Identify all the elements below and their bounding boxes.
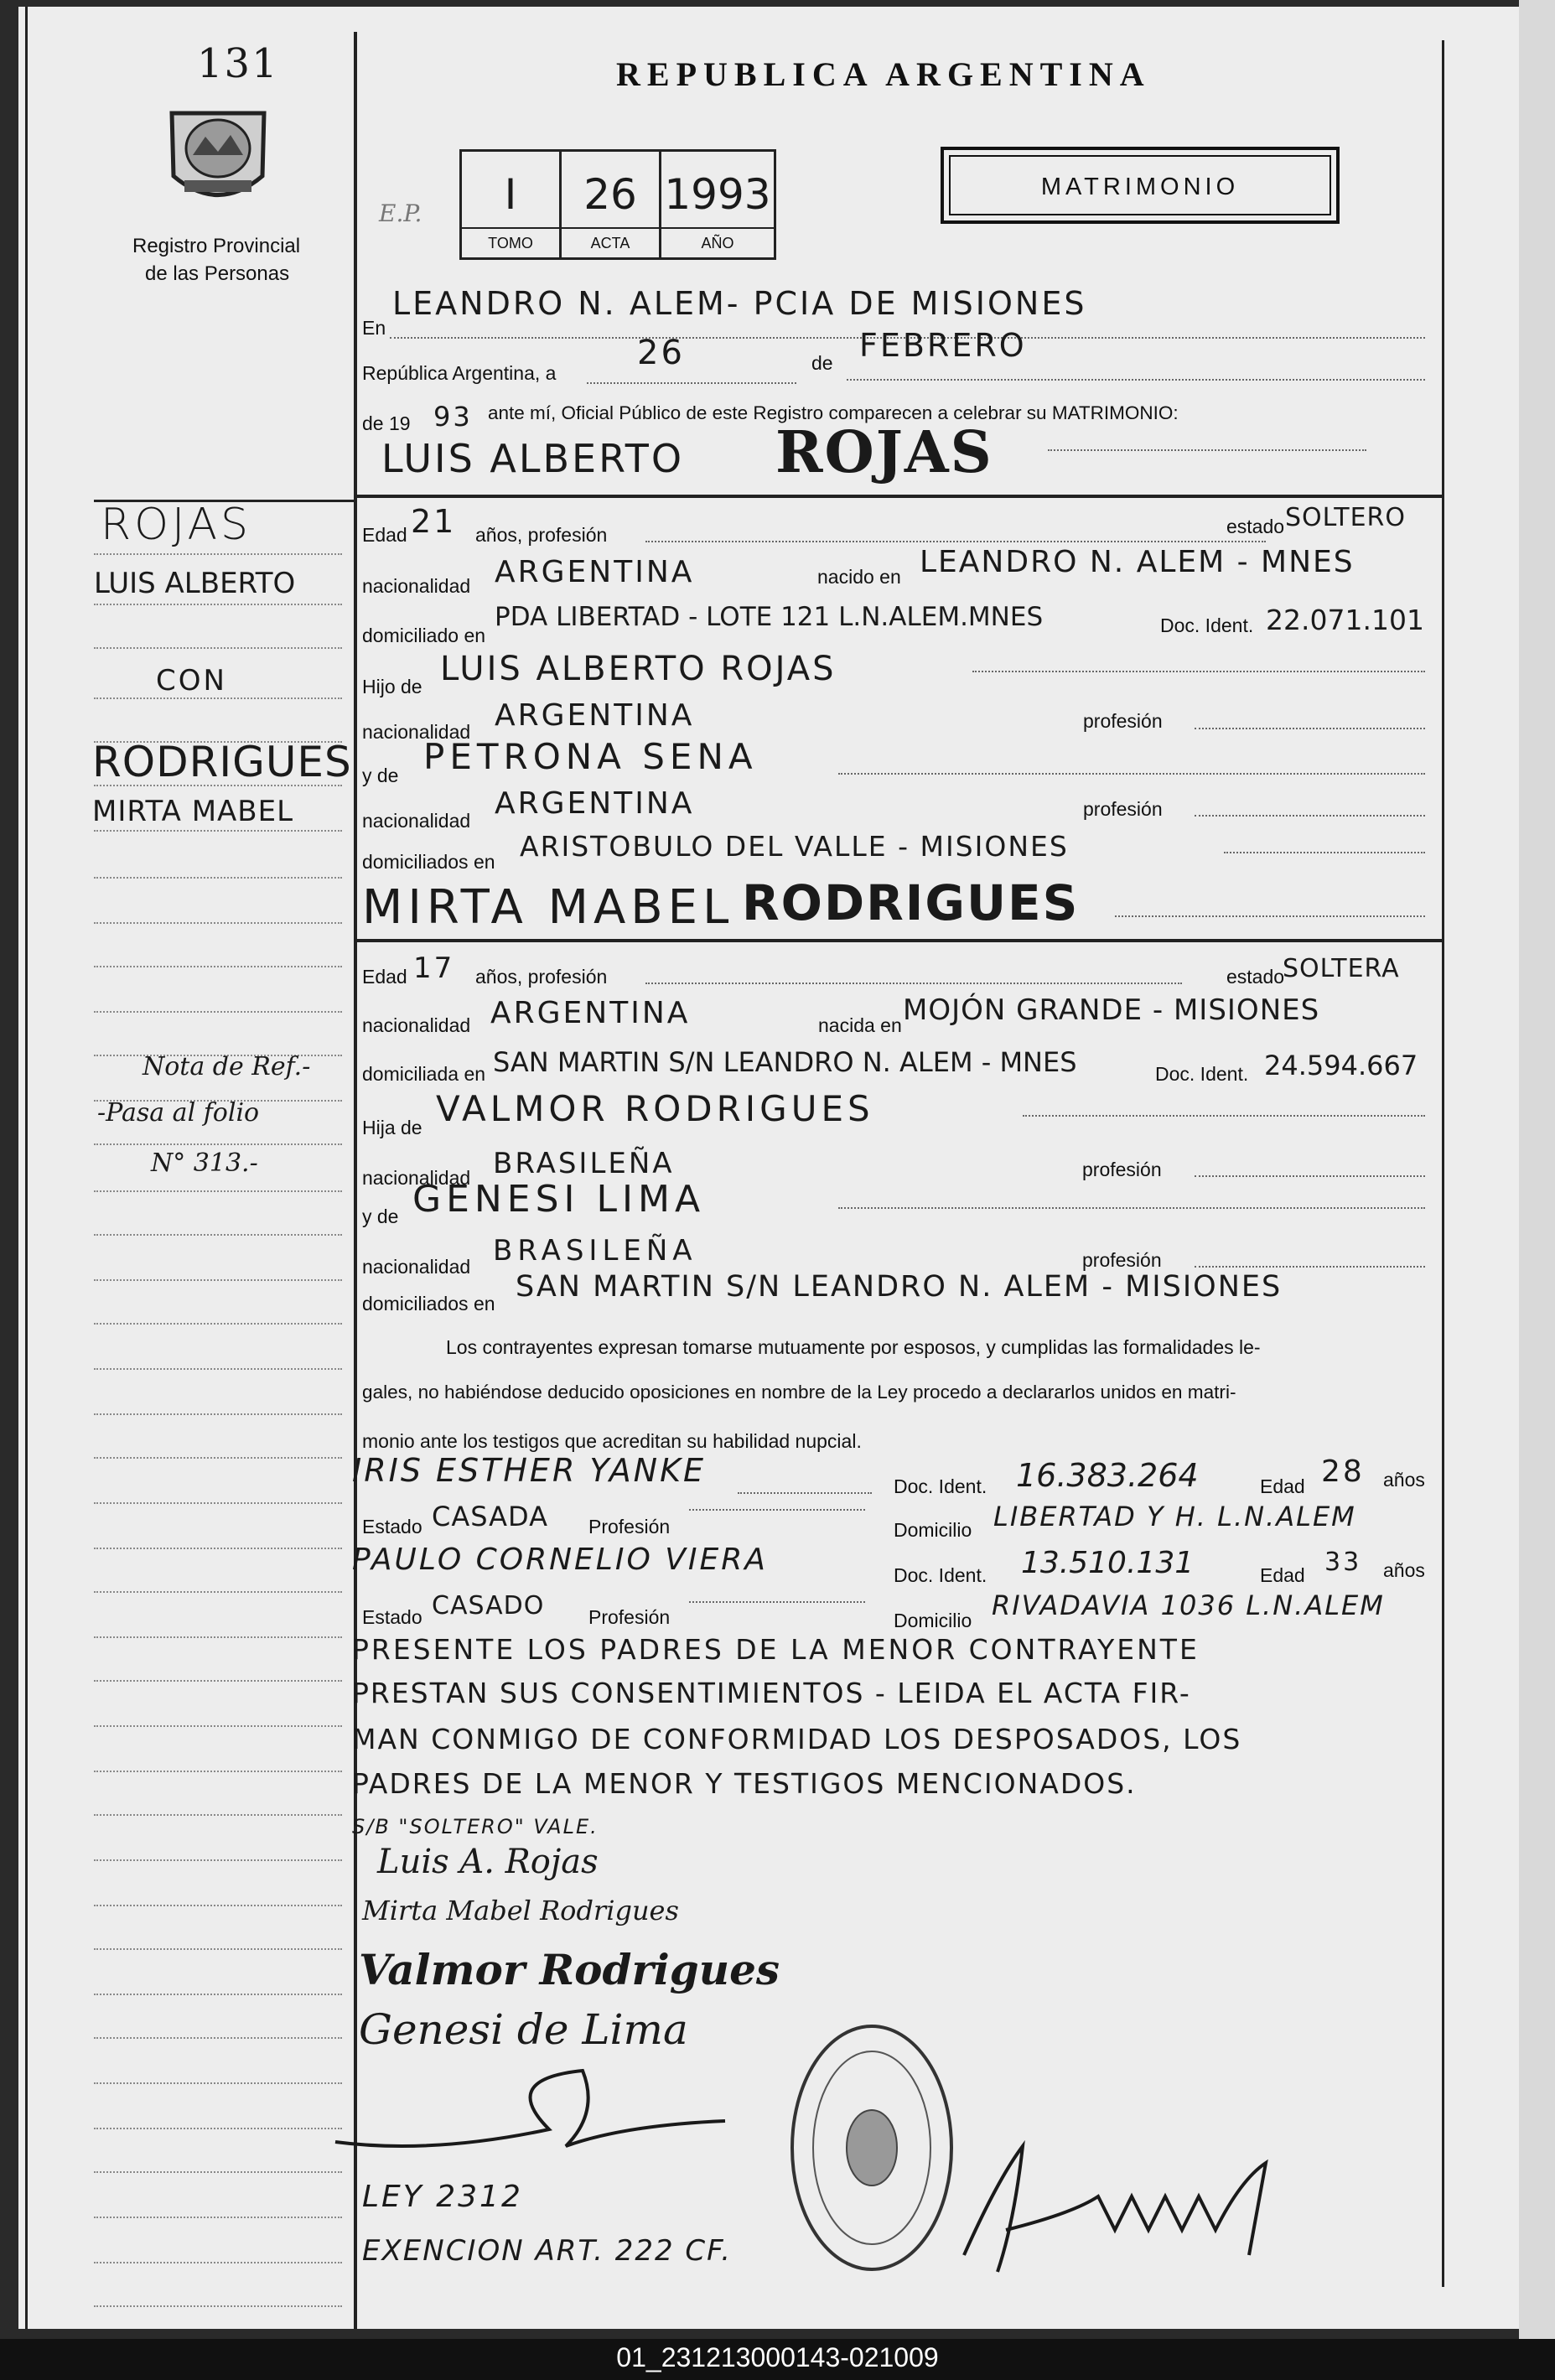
witness-2-name: PAULO CORNELIO VIERA [352, 1543, 768, 1577]
declaration-line-3: monio ante los testigos que acreditan su habilidad nupcial. [362, 1430, 862, 1452]
registry-label: Registro Provincial [132, 235, 301, 257]
margin-rule [94, 2082, 342, 2084]
margin-rule [94, 1591, 342, 1593]
signature-mother: Genesi de Lima [359, 2005, 688, 2054]
groom-surname: ROJAS [775, 419, 993, 486]
province-seal [163, 96, 272, 215]
day-value: 26 [637, 334, 685, 372]
margin-rule [94, 1143, 342, 1145]
doc-type-label: MATRIMONIO [1040, 174, 1240, 200]
witness-1-prof-line [689, 1509, 865, 1511]
groom-mother-line [838, 773, 1425, 775]
bride-nacida-label: nacida en [818, 1014, 902, 1036]
bride-mother-nat: BRASILEÑA [493, 1234, 697, 1268]
margin-given-groom: LUIS ALBERTO [94, 567, 296, 600]
tomo-box [459, 149, 562, 260]
margin-rule [94, 966, 342, 967]
witness-2-estado-label: Estado [362, 1606, 422, 1628]
margin-rule [94, 1905, 342, 1906]
margin-rule [94, 1636, 342, 1638]
bride-parents-domicile: SAN MARTIN S/N LEANDRO N. ALEM - MISIONES [516, 1270, 1283, 1304]
bride-prof-line [645, 983, 1182, 984]
bride-doc-label: Doc. Ident. [1155, 1063, 1249, 1085]
margin-rule [94, 1994, 342, 1995]
statement-text: ante mí, Oficial Público de este Registro comparecen a celebrar su MATRIMONIO: [488, 402, 1179, 423]
note-line-2: PRESTAN SUS CONSENTIMIENTOS - LEIDA EL ACTA FIR- [352, 1677, 1191, 1709]
margin-rule [94, 1771, 342, 1772]
bride-age: 17 [413, 951, 455, 985]
tomo-value: I [504, 170, 517, 219]
witness-1-prof-label: Profesión [588, 1516, 671, 1537]
groom-divider [354, 495, 1444, 498]
bride-father-line [1023, 1115, 1425, 1117]
signature-bride: Mirta Mabel Rodrigues [362, 1895, 679, 1926]
note-line-4: PADRES DE LA MENOR Y TESTIGOS MENCIONADOS. [352, 1767, 1137, 1800]
groom-prof-line [645, 541, 1266, 542]
page-edge [1519, 0, 1555, 2339]
margin-rule [94, 697, 342, 699]
groom-prof-label-2: profesión [1083, 798, 1163, 820]
witness-2-edad-label: Edad [1260, 1564, 1305, 1586]
witness-1-name-line [738, 1492, 872, 1494]
bride-father-nat: BRASILEÑA [493, 1147, 675, 1180]
bride-surname: RODRIGUES [742, 874, 1080, 931]
month-line [847, 379, 1425, 381]
witness-2-anos-label: años [1383, 1559, 1425, 1581]
bride-prof-label-2: profesión [1082, 1249, 1162, 1271]
groom-father-nac-label: nacionalidad [362, 721, 471, 743]
bride-yde-label: y de [362, 1206, 399, 1227]
right-border [1442, 40, 1444, 2287]
bride-father: VALMOR RODRIGUES [436, 1088, 874, 1129]
margin-rule [94, 830, 342, 832]
groom-birthplace: LEANDRO N. ALEM - MNES [920, 545, 1355, 579]
groom-nationality: ARGENTINA [495, 555, 695, 589]
margin-note-1: Nota de Ref.- [143, 1052, 311, 1081]
acta-value: 26 [583, 170, 637, 219]
margin-con: CON [156, 664, 227, 697]
margin-rule [94, 1502, 342, 1504]
groom-parents-dom-line [1224, 852, 1425, 853]
groom-hijo-label: Hijo de [362, 676, 422, 697]
bride-domicile: SAN MARTIN S/N LEANDRO N. ALEM - MNES [493, 1046, 1077, 1078]
bride-mother: GENESI LIMA [412, 1178, 706, 1221]
groom-parents-domicile: ARISTOBULO DEL VALLE - MISIONES [520, 830, 1069, 863]
place-value: LEANDRO N. ALEM- PCIA DE MISIONES [392, 285, 1087, 322]
year-value: 93 [433, 401, 473, 433]
groom-father: LUIS ALBERTO ROJAS [440, 650, 837, 688]
bride-estado-label: estado [1226, 966, 1285, 988]
bride-father-nac-label: nacionalidad [362, 1167, 471, 1189]
registry-stamp [788, 2022, 956, 2274]
bottom-note-1: LEY 2312 [362, 2180, 523, 2214]
margin-rule [94, 2217, 342, 2218]
note-line-5: S/B "SOLTERO" VALE. [352, 1815, 599, 1838]
witness-2-age: 33 [1324, 1548, 1362, 1577]
groom-domiciliados-label: domiciliados en [362, 851, 495, 873]
groom-doc: 22.071.101 [1266, 604, 1424, 636]
en-label: En [362, 317, 386, 339]
margin-rule [94, 1368, 342, 1370]
margin-rule [94, 1814, 342, 1816]
witness-1-doc-label: Doc. Ident. [894, 1475, 987, 1497]
margin-note-3: N° 313.- [151, 1149, 258, 1178]
witness-1-domicile: LIBERTAD Y H. L.N.ALEM [993, 1501, 1356, 1532]
bride-nationality: ARGENTINA [490, 996, 691, 1030]
witness-1-estado-label: Estado [362, 1516, 422, 1537]
declaration-line-2: gales, no habiéndose deducido oposiciones en nombre de la Ley procedo a declararlos unidos en matri- [362, 1382, 1236, 1403]
officer-signature [947, 2129, 1299, 2289]
margin-rule [94, 2262, 342, 2263]
day-line [587, 382, 796, 384]
signature-scrawl [331, 2062, 750, 2163]
margin-rule [94, 1548, 342, 1549]
bride-anos-label: años, profesión [475, 966, 608, 988]
footer-bar [0, 2339, 1555, 2380]
margin-divider [354, 32, 357, 2329]
groom-estado-label: estado [1226, 516, 1285, 537]
year-prefix: de 19 [362, 412, 411, 434]
ano-box [659, 149, 776, 260]
signature-father: Valmor Rodrigues [359, 1945, 780, 1994]
margin-rule [94, 553, 342, 555]
note-line-3: MAN CONMIGO DE CONFORMIDAD LOS DESPOSADOS, LOS [352, 1723, 1242, 1755]
bride-nac-label: nacionalidad [362, 1014, 471, 1036]
month-value: FEBRERO [859, 327, 1027, 364]
margin-surname-groom: ROJAS [101, 500, 252, 550]
declaration-line-1: Los contrayentes expresan tomarse mutuamente por esposos, y cumplidas las formalidades le- [446, 1336, 1261, 1358]
bride-name-line [1115, 915, 1425, 917]
margin-note-2: -Pasa al folio [97, 1098, 260, 1128]
bride-domiciliados-label: domiciliados en [362, 1293, 495, 1314]
groom-nac-label: nacionalidad [362, 575, 471, 597]
margin-rule [94, 1680, 342, 1682]
bride-divider [354, 939, 1444, 942]
registry-label-2: de las Personas [145, 262, 290, 285]
groom-estado: SOLTERO [1285, 503, 1406, 532]
bride-doc: 24.594.667 [1264, 1050, 1418, 1081]
bride-mother-line [838, 1207, 1425, 1209]
margin-surname-bride: RODRIGUES [92, 738, 352, 786]
margin-rule [94, 2037, 342, 2039]
groom-nacido-label: nacido en [817, 566, 901, 588]
margin-rule [94, 877, 342, 879]
witness-1-dom-label: Domicilio [894, 1519, 972, 1541]
witness-2-doc: 13.510.131 [1021, 1546, 1195, 1580]
witness-1-doc: 16.383.264 [1016, 1457, 1199, 1494]
margin-rule [94, 2305, 342, 2307]
folio-number: 131 [197, 40, 279, 87]
groom-prof-label: profesión [1083, 710, 1163, 732]
bride-edad-label: Edad [362, 966, 407, 988]
groom-father-prof-line [1195, 728, 1425, 729]
witness-1-edad-label: Edad [1260, 1475, 1305, 1497]
witness-2-estado: CASADO [432, 1591, 545, 1620]
margin-rule [94, 1948, 342, 1950]
margin-rule [94, 1279, 342, 1281]
groom-mother-prof-line [1195, 815, 1425, 817]
signature-groom: Luis A. Rojas [377, 1843, 599, 1881]
witness-2-prof-label: Profesión [588, 1606, 671, 1628]
witness-2-dom-label: Domicilio [894, 1610, 972, 1631]
witness-2-doc-label: Doc. Ident. [894, 1564, 987, 1586]
bottom-note-2: EXENCION ART. 222 CF. [362, 2234, 733, 2268]
groom-mother: PETRONA SENA [423, 736, 758, 777]
margin-rule [94, 1457, 342, 1459]
witness-2-domicile: RIVADAVIA 1036 L.N.ALEM [992, 1589, 1385, 1621]
witness-1-age: 28 [1321, 1454, 1365, 1489]
footer-id: 01_231213000143-021009 [616, 2342, 939, 2372]
margin-rule [94, 922, 342, 924]
margin-rule [94, 1725, 342, 1727]
witness-1-estado: CASADA [432, 1501, 548, 1532]
acta-box [559, 149, 661, 260]
groom-yde-label: y de [362, 765, 399, 786]
margin-rule [94, 2128, 342, 2129]
republica-label: República Argentina, a [362, 362, 557, 384]
witness-2-prof-line [689, 1601, 865, 1603]
bride-first-names: MIRTA MABEL [362, 880, 734, 935]
witness-1-name: IRIS ESTHER YANKE [352, 1452, 707, 1489]
margin-rule [94, 1859, 342, 1861]
ano-label: AÑO [701, 235, 734, 251]
groom-age: 21 [411, 503, 457, 540]
margin-rule [94, 1413, 342, 1415]
left-binding [25, 7, 28, 2329]
groom-edad-label: Edad [362, 524, 407, 546]
margin-rule [94, 1234, 342, 1236]
groom-father-line [972, 671, 1425, 672]
groom-first-names: LUIS ALBERTO [381, 436, 685, 481]
margin-given-bride: MIRTA MABEL [92, 795, 294, 828]
bride-estado: SOLTERA [1283, 954, 1400, 983]
groom-anos-label: años, profesión [475, 524, 608, 546]
margin-rule [94, 1011, 342, 1013]
bride-dom-label: domiciliada en [362, 1063, 486, 1085]
groom-dom-label: domiciliado en [362, 625, 486, 646]
groom-mother-nac-label: nacionalidad [362, 810, 471, 832]
note-line-1: PRESENTE LOS PADRES DE LA MENOR CONTRAYENTE [352, 1633, 1200, 1666]
groom-mother-nat: ARGENTINA [495, 786, 695, 821]
bride-mother-prof-line [1195, 1266, 1425, 1268]
de-label: de [811, 352, 833, 374]
witness-1-anos-label: años [1383, 1469, 1425, 1491]
doc-type-box [941, 147, 1340, 224]
margin-rule [94, 1323, 342, 1325]
tomo-label: TOMO [488, 235, 533, 251]
bride-prof-label: profesión [1082, 1159, 1162, 1180]
margin-rule [94, 1190, 342, 1192]
prefix-mark: E.P. [379, 200, 422, 227]
groom-doc-label: Doc. Ident. [1160, 614, 1254, 636]
groom-domicile: PDA LIBERTAD - LOTE 121 L.N.ALEM.MNES [495, 602, 1044, 632]
page-title: REPUBLICA ARGENTINA [616, 55, 1151, 93]
groom-father-nat: ARGENTINA [495, 698, 695, 733]
bride-hija-label: Hija de [362, 1117, 422, 1138]
ano-value: 1993 [664, 170, 771, 219]
bride-mother-nac-label: nacionalidad [362, 1256, 471, 1278]
margin-rule [94, 604, 342, 605]
bride-birthplace: MOJÓN GRANDE - MISIONES [903, 993, 1320, 1027]
margin-rule [94, 2171, 342, 2173]
bride-father-prof-line [1195, 1175, 1425, 1177]
groom-name-line [1048, 449, 1366, 451]
acta-label: ACTA [590, 235, 630, 251]
margin-rule [94, 647, 342, 649]
